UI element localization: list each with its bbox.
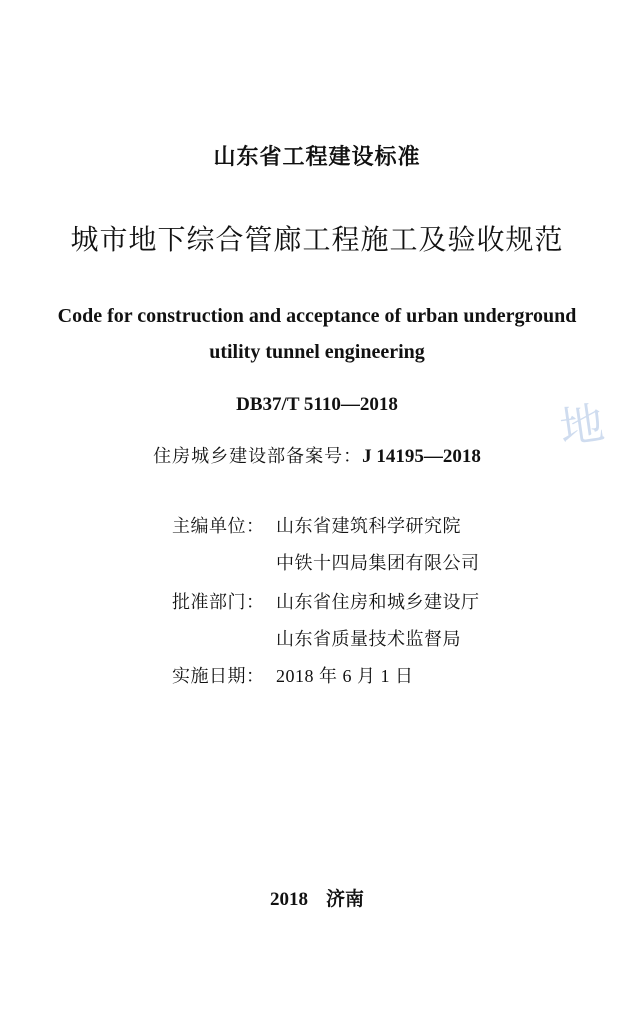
footer-line xyxy=(0,884,634,911)
approver-dept-1: 山东省住房和城乡建设厅 xyxy=(276,592,480,613)
info-row-editor xyxy=(0,512,634,538)
watermark-stamp xyxy=(556,396,634,456)
title-english-line-1: Code for construction and acceptance of urban underground xyxy=(57,305,577,327)
record-number xyxy=(0,442,634,468)
record-number-label: 住房城乡建设部备案号： xyxy=(153,446,363,467)
title-english-line-2: utility tunnel engineering xyxy=(209,341,425,363)
info-row-approver-2 xyxy=(0,625,634,651)
info-row-approver xyxy=(0,588,634,614)
watermark-glyph: 地 xyxy=(556,397,608,455)
standard-number: DB37/T 5110—2018 xyxy=(236,394,398,415)
footer-year: 2018 xyxy=(269,889,308,910)
editor-label: 主编单位： xyxy=(172,516,265,537)
record-number-value: J 14195—2018 xyxy=(362,446,481,467)
info-row-editor-2 xyxy=(0,549,634,575)
approver-dept-2: 山东省质量技术监督局 xyxy=(276,629,461,650)
footer-city: 济南 xyxy=(325,888,364,910)
title-chinese: 城市地下综合管廊工程施工及验收规范 xyxy=(70,223,564,256)
info-row-date xyxy=(0,662,634,688)
editor-unit-2: 中铁十四局集团有限公司 xyxy=(276,553,480,574)
date-label: 实施日期： xyxy=(172,666,265,687)
approver-label: 批准部门： xyxy=(172,592,265,613)
date-value: 2018 年 6 月 1 日 xyxy=(276,666,414,686)
standard-type-heading: 山东省工程建设标准 xyxy=(213,145,421,170)
editor-unit-1: 山东省建筑科学研究院 xyxy=(276,516,461,537)
